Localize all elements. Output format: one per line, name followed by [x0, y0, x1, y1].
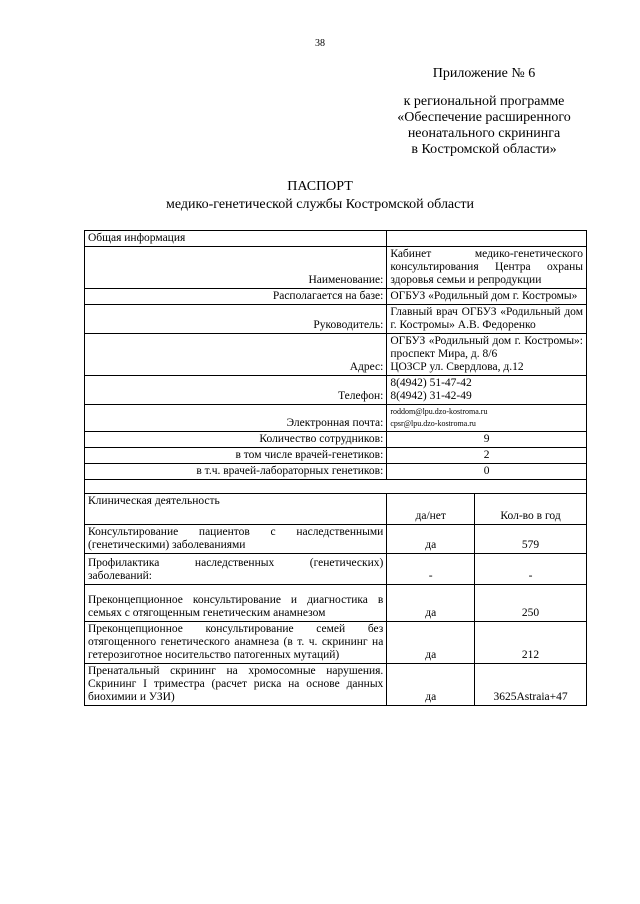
col-header-yesno: да/нет — [387, 494, 475, 525]
activity-yesno: да — [387, 585, 475, 622]
table-row — [85, 247, 587, 289]
email-line: roddom@lpu.dzo-kostroma.ru — [390, 407, 488, 416]
address-value — [387, 334, 587, 376]
activity-name: Преконцепционное консультирование семей без отягощенного генетического анамнеза (в т. ч. скрининг на гетерозиготное носительство патогенных мутаций) — [85, 622, 387, 664]
passport-table — [84, 230, 587, 706]
table-row — [85, 480, 587, 494]
activity-yesno: да — [387, 622, 475, 664]
activity-yesno: да — [387, 664, 475, 706]
address-line: ОГБУЗ «Родильный дом г. Костромы»: проспект Мира, д. 8/6 — [390, 335, 583, 360]
activity-name: Профилактика наследственных (генетических) заболеваний: — [85, 554, 387, 585]
email-label: Электронная почта: — [85, 405, 387, 432]
document-title — [0, 178, 640, 214]
activity-name: Консультирование пациентов с наследственными (генетическими) заболеваниями — [85, 525, 387, 554]
activity-yesno: - — [387, 554, 475, 585]
email-line: cpsr@lpu.dzo-kostroma.ru — [390, 419, 476, 428]
lab-geneticists-value: 0 — [387, 464, 587, 480]
activity-yesno: да — [387, 525, 475, 554]
phone-label: Телефон: — [85, 376, 387, 405]
email-value — [387, 405, 587, 432]
section-header-clinical: Клиническая деятельность — [85, 494, 387, 525]
activity-count: 250 — [475, 585, 587, 622]
table-row — [85, 464, 587, 480]
table-row — [85, 405, 587, 432]
title-passport: ПАСПОРТ — [287, 179, 353, 194]
section-header-general: Общая информация — [85, 231, 387, 247]
phone-line: 8(4942) 31-42-49 — [390, 390, 472, 402]
base-label: Располагается на базе: — [85, 289, 387, 305]
staff-label: Количество сотрудников: — [85, 432, 387, 448]
activity-name: Пренатальный скрининг на хромосомные нарушения. Скрининг I триместра (расчет риска на основе данных биохимии и УЗИ) — [85, 664, 387, 706]
table-row — [85, 664, 587, 706]
table-row — [85, 305, 587, 334]
geneticists-value: 2 — [387, 448, 587, 464]
table-row — [85, 554, 587, 585]
phone-value — [387, 376, 587, 405]
appendix-line: «Обеспечение расширенного — [397, 110, 571, 125]
geneticists-label: в том числе врачей-генетиков: — [85, 448, 387, 464]
appendix-title: Приложение № 6 — [432, 66, 536, 81]
name-label: Наименование: — [85, 247, 387, 289]
base-value: ОГБУЗ «Родильный дом г. Костромы» — [387, 289, 587, 305]
activity-count: 579 — [475, 525, 587, 554]
name-value: Кабинет медико-генетического консультирования Центра охраны здоровья семьи и репродукции — [387, 247, 587, 289]
table-row — [85, 231, 587, 247]
appendix-line: в Костромской области» — [411, 142, 557, 157]
table-row — [85, 432, 587, 448]
address-label: Адрес: — [85, 334, 387, 376]
title-subtitle: медико-генетической службы Костромской области — [166, 197, 474, 212]
address-line: ЦОЗСР ул. Свердлова, д.12 — [390, 361, 524, 373]
table-row — [85, 289, 587, 305]
table-row — [85, 494, 587, 525]
activity-count: - — [475, 554, 587, 585]
activity-count: 3625Astraia+47 — [475, 664, 587, 706]
staff-value: 9 — [387, 432, 587, 448]
phone-line: 8(4942) 51-47-42 — [390, 377, 472, 389]
table-row — [85, 334, 587, 376]
appendix-block — [384, 66, 584, 158]
table-row — [85, 622, 587, 664]
activity-name: Преконцепционное консультирование и диагностика в семьях с отягощенным генетическим анамнезом — [85, 585, 387, 622]
lab-geneticists-label: в т.ч. врачей-лабораторных генетиков: — [85, 464, 387, 480]
table-row — [85, 525, 587, 554]
head-label: Руководитель: — [85, 305, 387, 334]
table-row — [85, 585, 587, 622]
table-row — [85, 376, 587, 405]
page-number: 38 — [315, 38, 325, 49]
activity-count: 212 — [475, 622, 587, 664]
head-value: Главный врач ОГБУЗ «Родильный дом г. Костромы» А.В. Федоренко — [387, 305, 587, 334]
spacer-row — [85, 480, 587, 494]
appendix-line: неонатального скрининга — [407, 126, 561, 141]
col-header-count: Кол-во в год — [475, 494, 587, 525]
appendix-line: к региональной программе — [403, 94, 565, 109]
table-row — [85, 448, 587, 464]
